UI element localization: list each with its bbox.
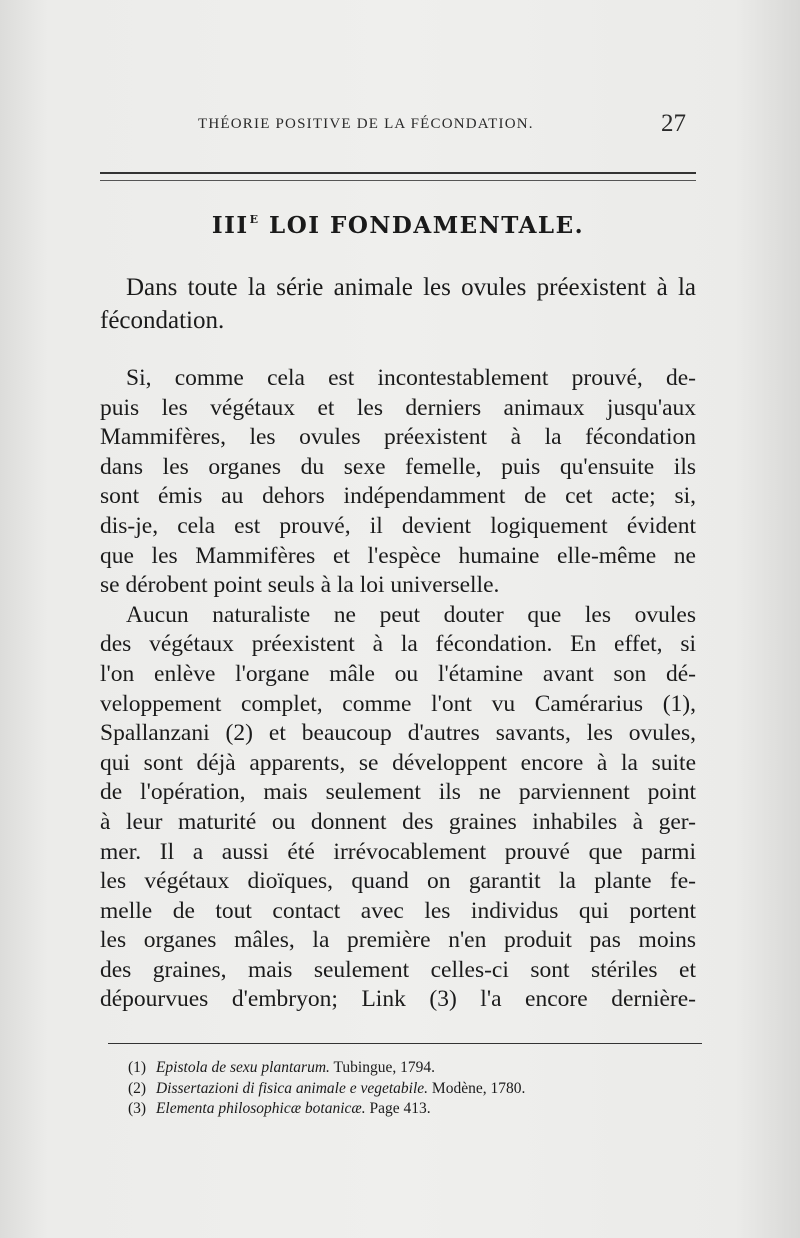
body-text xyxy=(100,364,696,1015)
body-line: dis-je, cela est prouvé, il devient logiquement évident xyxy=(100,512,696,539)
body-line: se dérobent point seuls à la loi universelle. xyxy=(100,572,500,599)
body-line: puis les végétaux et les derniers animaux jusqu'aux xyxy=(100,394,696,421)
body-line: Mammifères, les ovules préexistent à la fécondation xyxy=(100,424,696,451)
body-line: que les Mammifères et l'espèce humaine elle-même ne xyxy=(100,542,696,569)
body-line: sont émis au dehors indépendamment de cet acte; si, xyxy=(100,483,696,510)
body-line: les organes mâles, la première n'en produit pas moins xyxy=(100,927,696,954)
body-line: veloppement complet, comme l'ont vu Camérarius (1), xyxy=(100,690,696,717)
footnote-number: (2) xyxy=(128,1079,147,1097)
footnote-number: (1) xyxy=(128,1059,147,1076)
body-line: des graines, mais seulement celles-ci sont stériles et xyxy=(100,956,696,983)
footnote-number: (3) xyxy=(128,1100,147,1117)
body-line: Aucun naturaliste ne peut douter que les ovules xyxy=(126,601,696,628)
heading-title: LOI FONDAMENTALE. xyxy=(269,212,585,239)
body-line: à leur maturité ou donnent des graines inhabiles à ger- xyxy=(100,808,696,835)
section-heading xyxy=(100,212,696,239)
heading-numeral: III xyxy=(211,212,249,239)
heading-superscript: E xyxy=(249,213,260,226)
law-statement: Dans toute la série animale les ovules préexistent à la fécondation. xyxy=(100,274,696,334)
header-rule xyxy=(100,172,696,181)
footnote xyxy=(128,1099,688,1120)
body-line: les végétaux dioïques, quand on garantit la plante fe- xyxy=(100,868,696,895)
body-line: dépourvues d'embryon; Link (3) l'a encore dernière- xyxy=(100,986,696,1013)
body-line: Spallanzani (2) et beaucoup d'autres savants, les ovules, xyxy=(100,720,696,747)
footnote-rule xyxy=(108,1043,702,1044)
footnote-title: Elementa philosophicæ botanicæ. xyxy=(155,1100,366,1117)
footnote-title: Epistola de sexu plantarum. xyxy=(155,1059,330,1076)
body-line: Si, comme cela est incontestablement prouvé, de- xyxy=(126,365,696,391)
page-number: 27 xyxy=(661,110,686,137)
footnote-title: Dissertazioni di fisica animale e vegetabile. xyxy=(155,1079,429,1097)
body-line: qui sont déjà apparents, se développent encore à la suite xyxy=(100,749,696,776)
body-line: l'on enlève l'organe mâle ou l'étamine avant son dé- xyxy=(100,660,696,687)
footnote-details: Page 413. xyxy=(369,1100,431,1117)
body-line: de l'opération, mais seulement ils ne parviennent point xyxy=(100,779,696,806)
body-line: mer. Il a aussi été irrévocablement prouvé que parmi xyxy=(100,838,696,865)
footnote xyxy=(128,1079,688,1100)
running-head xyxy=(100,112,696,142)
footnote xyxy=(128,1058,688,1079)
body-line: des végétaux préexistent à la fécondation. En effet, si xyxy=(100,631,696,658)
footnote-details: Tubingue, 1794. xyxy=(333,1059,435,1076)
body-line: melle de tout contact avec les individus qui portent xyxy=(100,897,696,924)
running-title: THÉORIE POSITIVE DE LA FÉCONDATION. xyxy=(198,116,534,132)
footnotes xyxy=(128,1058,688,1120)
footnote-details: Modène, 1780. xyxy=(431,1079,526,1097)
body-line: dans les organes du sexe femelle, puis qu'ensuite ils xyxy=(100,453,696,480)
